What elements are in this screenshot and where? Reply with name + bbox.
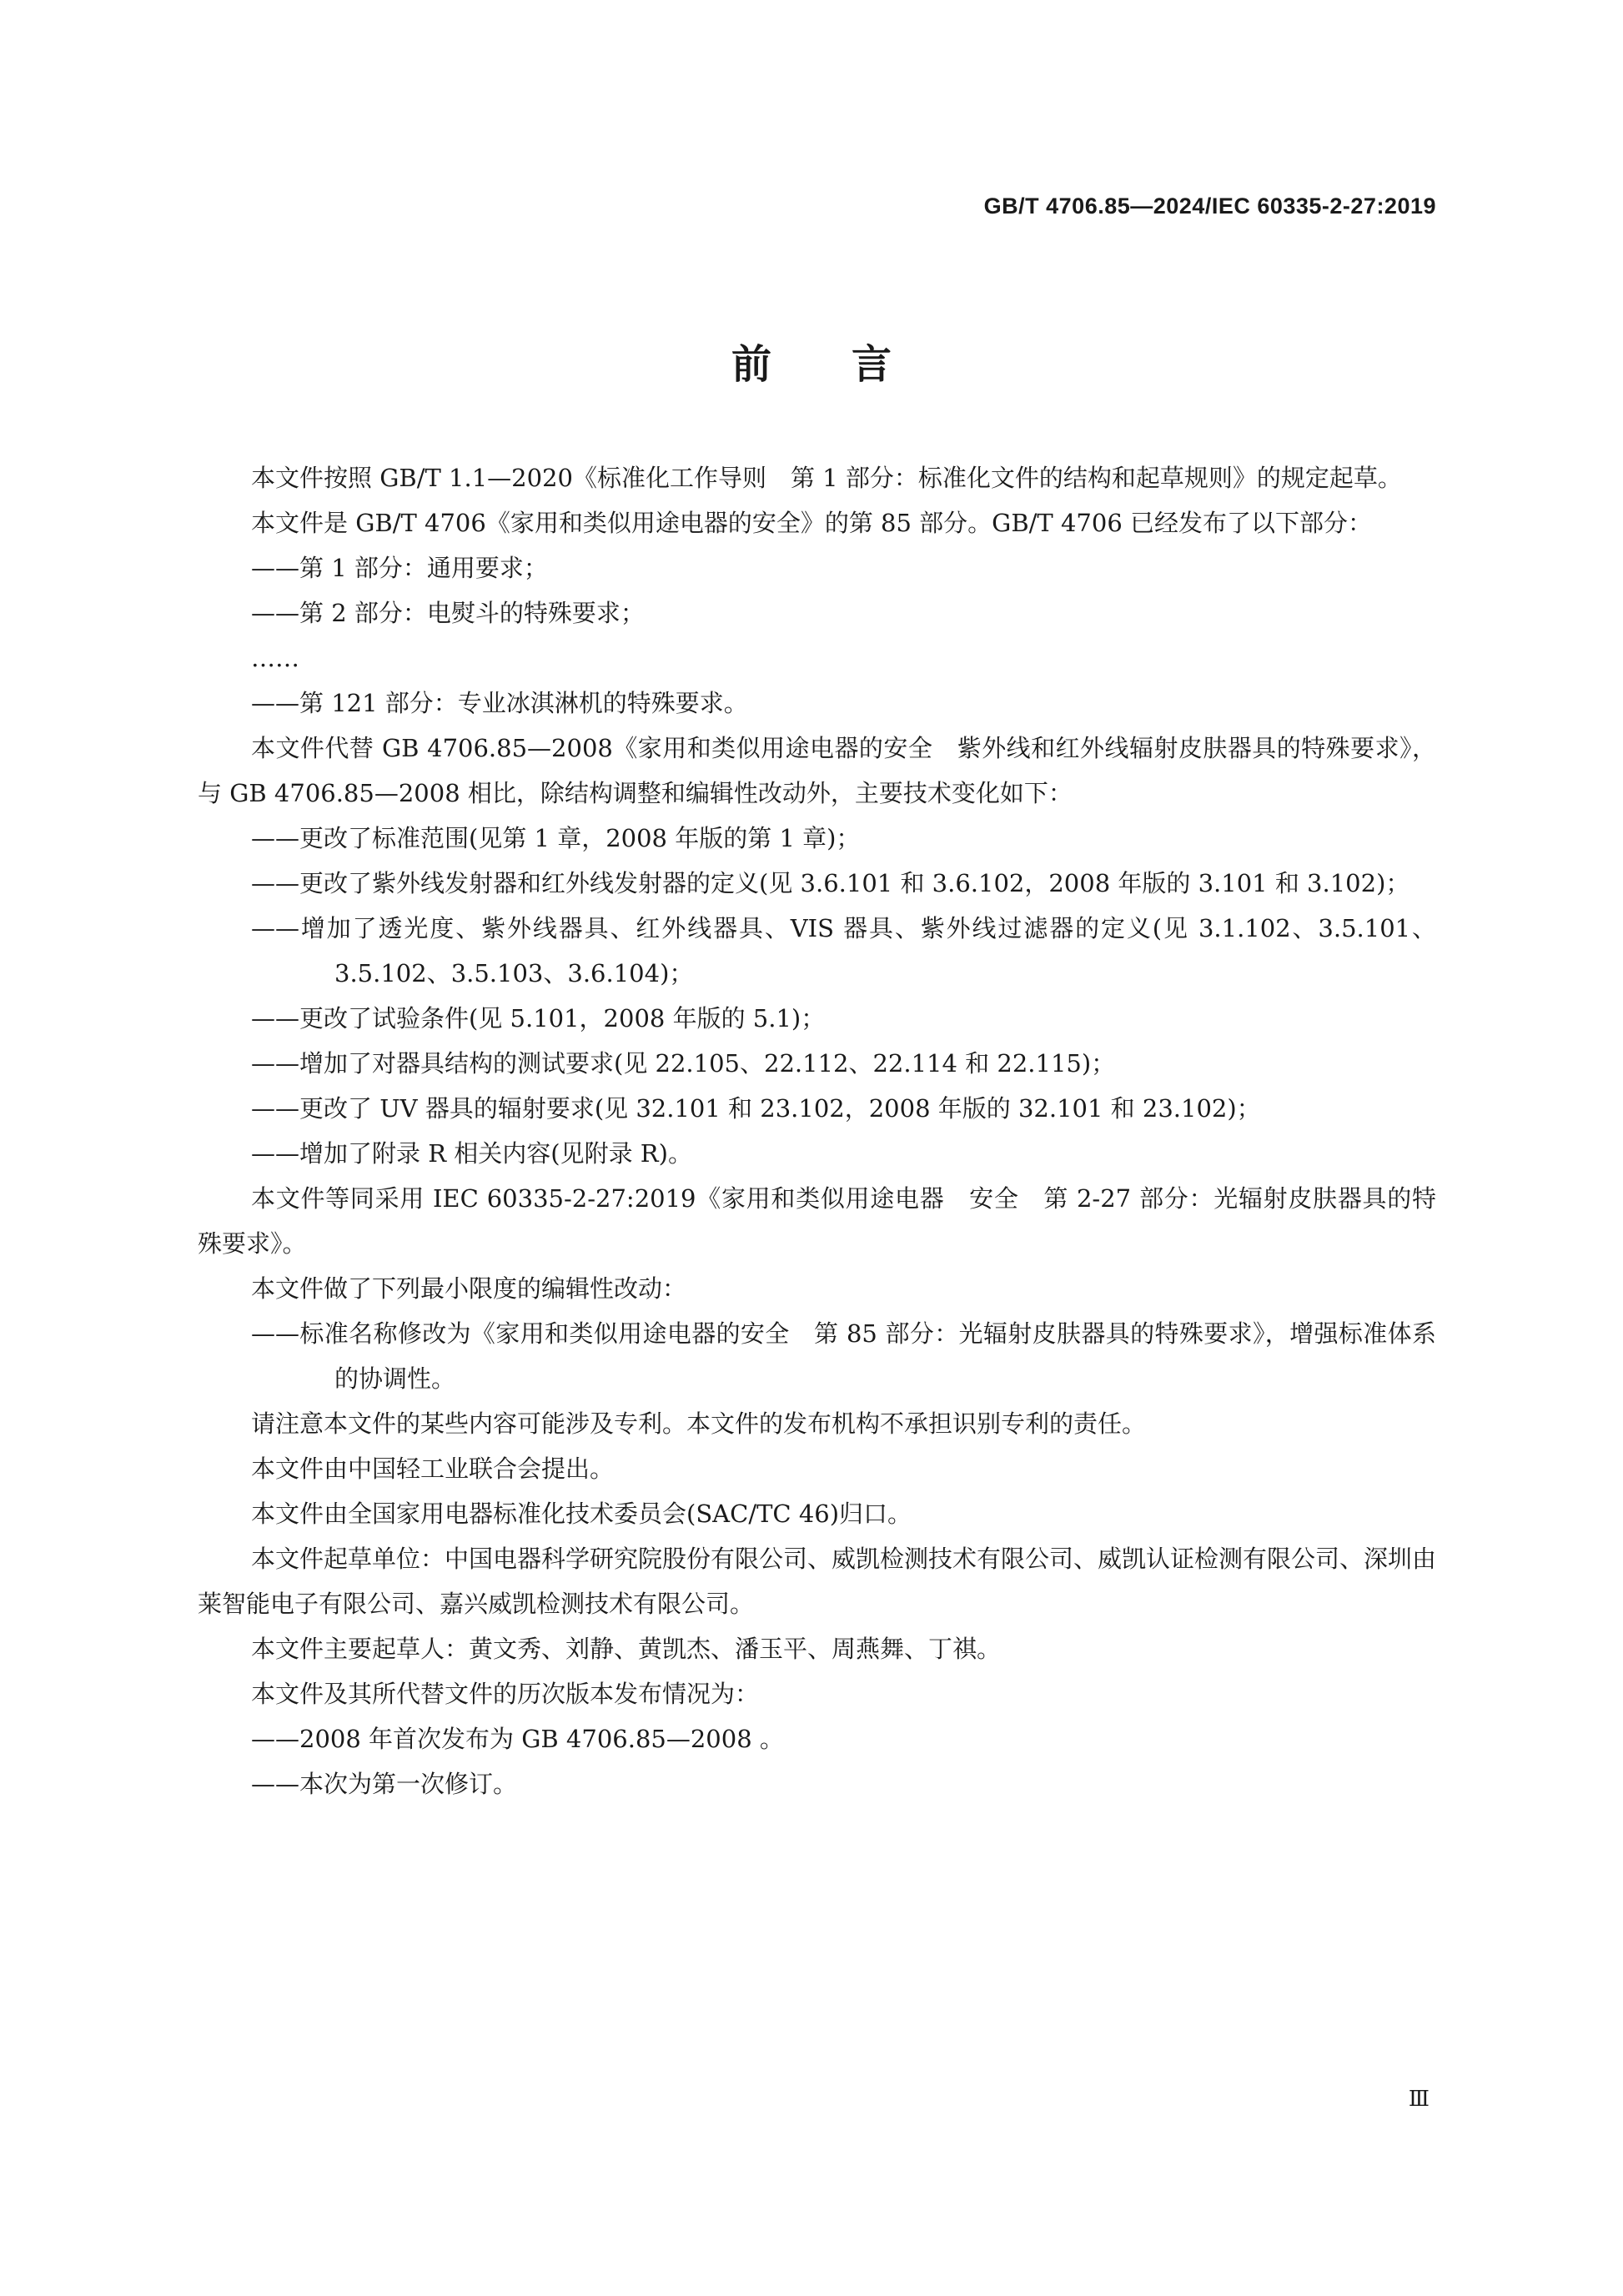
paragraph: 本文件代替 GB 4706.85—2008《家用和类似用途电器的安全 紫外线和红外线辐射皮肤器具的特殊要求》，与 GB 4706.85—2008 相比，除结构调整和编辑性改动外，主要技术变化如下： [198,734,1436,807]
list-item: ——更改了紫外线发射器和红外线发射器的定义(见 3.6.101 和 3.6.102，2008 年版的 3.101 和 3.102)； [251,869,1410,897]
ellipsis: …… [251,644,299,672]
list-item: ——更改了标准范围(见第 1 章，2008 年版的第 1 章)； [251,824,861,852]
page-title: 前言 [731,341,972,388]
list-item: ——第 2 部分：电熨斗的特殊要求； [251,599,645,627]
list-item: ——增加了附录 R 相关内容(见附录 R)。 [251,1139,692,1168]
paragraph: 本文件及其所代替文件的历次版本发布情况为： [251,1680,760,1708]
paragraph: 本文件等同采用 IEC 60335-2-27:2019《家用和类似用途电器 安全 第 2-27 部分：光辐射皮肤器具的特殊要求》。 [198,1184,1436,1258]
list-item: ——本次为第一次修订。 [251,1770,518,1798]
list-item: ——2008 年首次发布为 GB 4706.85—2008 。 [251,1725,784,1753]
page-number: Ⅲ [1408,2087,1430,2112]
paragraph: 本文件由中国轻工业联合会提出。 [251,1454,615,1483]
list-item: ——第 1 部分：通用要求； [251,554,548,582]
paragraph: 本文件起草单位：中国电器科学研究院股份有限公司、威凯检测技术有限公司、威凯认证检测有限公司、深圳由莱智能电子有限公司、嘉兴威凯检测技术有限公司。 [198,1545,1437,1618]
paragraph: 本文件是 GB/T 4706《家用和类似用途电器的安全》的第 85 部分。GB/T 4706 已经发布了以下部分： [251,509,1372,537]
list-item: ——更改了 UV 器具的辐射要求(见 32.101 和 23.102，2008 年版的 32.101 和 23.102)； [251,1094,1261,1123]
paragraph: 本文件按照 GB/T 1.1—2020《标准化工作导则 第 1 部分：标准化文件的结构和起草规则》的规定起草。 [251,464,1402,492]
foreword-body [198,455,1436,1806]
list-item: ——更改了试验条件(见 5.101，2008 年版的 5.1)； [251,1004,826,1032]
list-item: ——增加了对器具结构的测试要求(见 22.105、22.112、22.114 和 22.115)； [251,1049,1116,1078]
list-item: ——增加了透光度、紫外线器具、红外线器具、VIS 器具、紫外线过滤器的定义(见 3.1.102、3.5.101、3.5.102、3.5.103、3.6.104)； [251,914,1436,987]
list-item: ——标准名称修改为《家用和类似用途电器的安全 第 85 部分：光辐射皮肤器具的特殊要求》，增强标准体系的协调性。 [251,1319,1436,1393]
paragraph: 本文件由全国家用电器标准化技术委员会(SAC/TC 46)归口。 [251,1500,912,1528]
standard-code: GB/T 4706.85—2024/IEC 60335-2-27:2019 [983,193,1436,219]
paragraph: 请注意本文件的某些内容可能涉及专利。本文件的发布机构不承担识别专利的责任。 [251,1409,1147,1438]
paragraph: 本文件做了下列最小限度的编辑性改动： [251,1274,687,1303]
list-item: ——第 121 部分：专业冰淇淋机的特殊要求。 [251,689,748,717]
paragraph: 本文件主要起草人：黄文秀、刘静、黄凯杰、潘玉平、周燕舞、丁祺。 [251,1635,1002,1663]
